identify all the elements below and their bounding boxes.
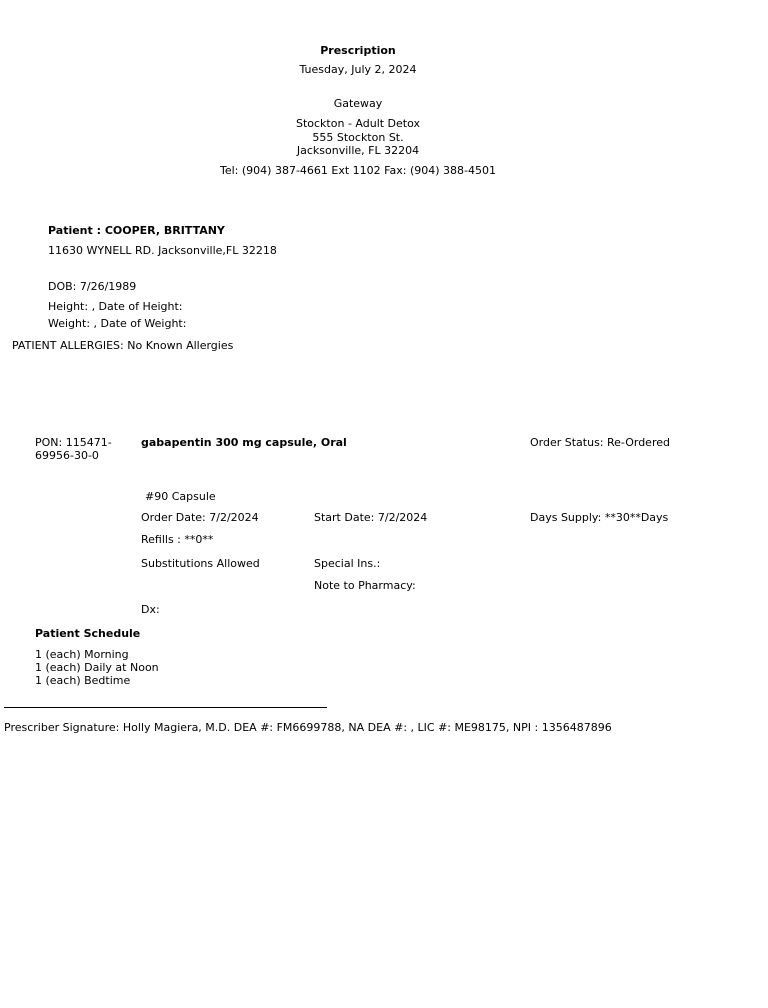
signature-line [4, 707, 327, 708]
schedule-item: 1 (each) Daily at Noon [35, 661, 159, 674]
start-date: Start Date: 7/2/2024 [314, 511, 428, 524]
days-supply: Days Supply: **30**Days [530, 511, 669, 524]
facility-contact: Tel: (904) 387-4661 Ext 1102 Fax: (904) 388-4501 [220, 164, 496, 177]
organization-name: Gateway [333, 97, 383, 110]
pon-line-2: 69956-30-0 [35, 449, 99, 462]
schedule-title: Patient Schedule [35, 627, 141, 640]
special-instructions: Special Ins.: [314, 557, 381, 570]
order-date: Order Date: 7/2/2024 [141, 511, 259, 524]
refills: Refills : **0** [141, 533, 214, 546]
facility-street: 555 Stockton St. [312, 131, 404, 144]
diagnosis: Dx: [141, 603, 160, 616]
patient-dob: DOB: 7/26/1989 [48, 280, 137, 293]
pon-line-1: PON: 115471- [35, 436, 112, 449]
facility-name: Stockton - Adult Detox [295, 117, 421, 130]
order-status: Order Status: Re-Ordered [530, 436, 670, 449]
schedule-item: 1 (each) Morning [35, 648, 129, 661]
patient-name: Patient : COOPER, BRITTANY [48, 224, 225, 237]
patient-address: 11630 WYNELL RD. Jacksonville,FL 32218 [48, 244, 277, 257]
document-title: Prescription [320, 44, 396, 57]
document-date: Tuesday, July 2, 2024 [299, 63, 417, 76]
prescriber-signature: Prescriber Signature: Holly Magiera, M.D. DEA #: FM6699788, NA DEA #: , LIC #: ME98175, NPI : 1356487896 [4, 721, 612, 734]
patient-allergies: PATIENT ALLERGIES: No Known Allergies [12, 339, 234, 352]
schedule-item: 1 (each) Bedtime [35, 674, 131, 687]
order-quantity: #90 Capsule [145, 490, 216, 503]
facility-city: Jacksonville, FL 32204 [296, 144, 420, 157]
drug-name: gabapentin 300 mg capsule, Oral [141, 436, 347, 449]
note-to-pharmacy: Note to Pharmacy: [314, 579, 416, 592]
schedule-list [35, 648, 159, 687]
patient-weight: Weight: , Date of Weight: [48, 317, 187, 330]
patient-height: Height: , Date of Height: [48, 300, 183, 313]
substitutions: Substitutions Allowed [141, 557, 260, 570]
